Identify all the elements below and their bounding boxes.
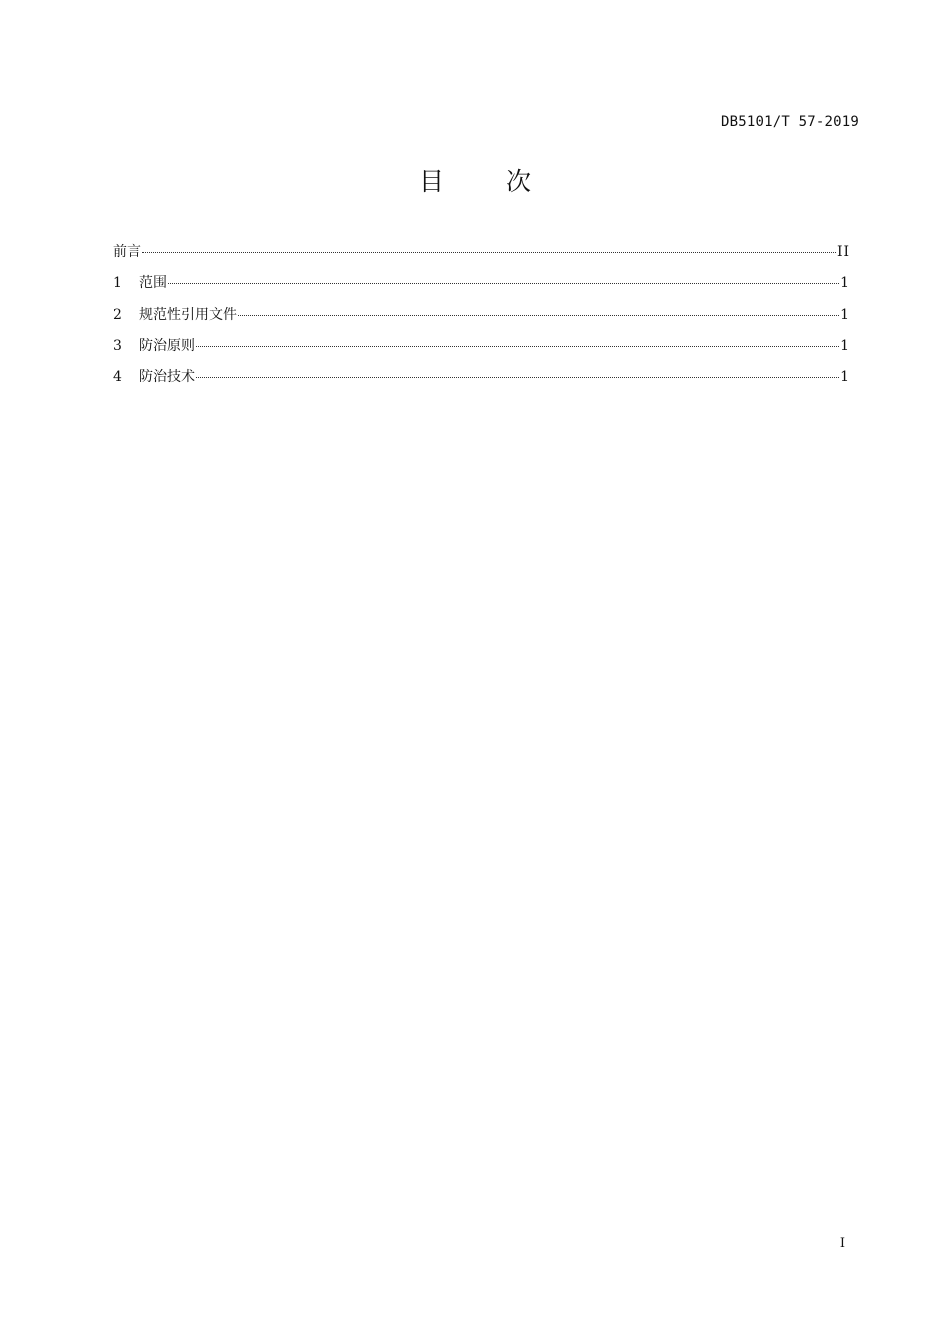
toc-entry-normative-references[interactable] (113, 305, 850, 336)
toc-entry-label: 范围 (139, 275, 167, 292)
toc-entry-number: 4 (113, 369, 122, 386)
toc-entry-control-techniques[interactable] (113, 367, 850, 398)
page-title: 目次 (418, 167, 593, 196)
toc-entry-page: 1 (840, 337, 850, 354)
table-of-contents (113, 242, 850, 398)
toc-entry-scope[interactable] (113, 273, 850, 304)
toc-entry-number: 3 (113, 337, 122, 354)
toc-entry-page: 1 (840, 275, 850, 292)
toc-entry-number: 1 (113, 275, 122, 292)
toc-leader-dots (196, 346, 839, 347)
toc-leader-dots (238, 315, 839, 316)
toc-leader-dots (168, 283, 839, 284)
toc-entry-label: 防治技术 (139, 369, 195, 386)
toc-entry-number: 2 (113, 306, 122, 323)
toc-entry-label: 前言 (113, 244, 141, 260)
standard-code: DB5101/T 57-2019 (720, 114, 859, 130)
toc-entry-page: 1 (840, 306, 850, 323)
toc-entry-label: 防治原则 (139, 337, 195, 354)
toc-entry-preface[interactable] (113, 242, 850, 273)
toc-entry-page: 1 (840, 369, 850, 386)
page-number: I (839, 1236, 845, 1251)
toc-entry-label: 规范性引用文件 (139, 306, 237, 323)
toc-leader-dots (196, 377, 839, 378)
toc-entry-control-principles[interactable] (113, 336, 850, 367)
toc-entry-page: II (836, 244, 850, 260)
toc-leader-dots (142, 252, 836, 253)
